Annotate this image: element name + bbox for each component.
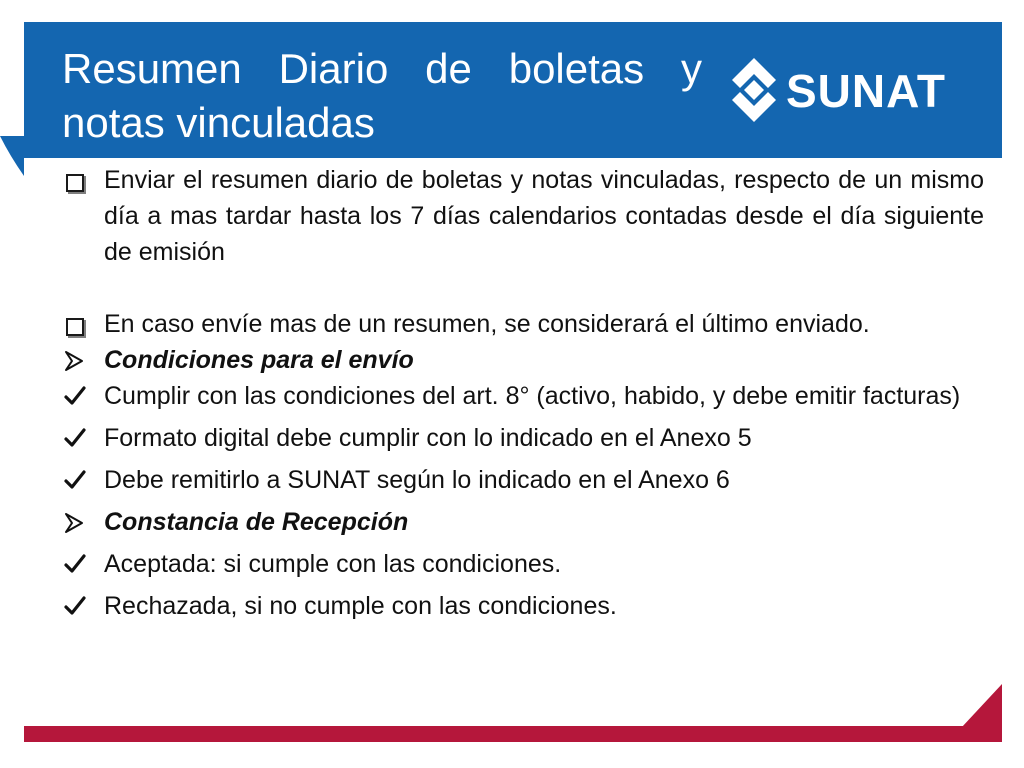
check-icon xyxy=(60,420,104,456)
list-item-text: Rechazada, si no cumple con las condiciones. xyxy=(104,592,617,620)
list-item-text: Enviar el resumen diario de boletas y notas vinculadas, respecto de un mismo día a mas tardar hasta los 7 días calendarios contadas desde el día siguiente de emisión xyxy=(104,166,984,266)
sunat-logo xyxy=(724,50,974,130)
list-item-text: Formato digital debe cumplir con lo indicado en el Anexo 5 xyxy=(104,424,752,452)
list-item xyxy=(60,420,984,456)
check-icon xyxy=(60,462,104,498)
section-heading: Condiciones para el envío xyxy=(104,346,414,374)
square-bullet-icon xyxy=(60,162,104,198)
logo-wordmark: SUNAT xyxy=(786,65,947,117)
section-heading-item xyxy=(60,342,984,378)
bullet-list xyxy=(60,162,984,624)
check-icon xyxy=(60,546,104,582)
arrow-bullet-icon xyxy=(60,342,104,378)
sunat-emblem-icon xyxy=(724,50,784,130)
slide-title: Resumen Diario de boletas y notas vinculadas xyxy=(62,45,702,146)
section-heading: Constancia de Recepción xyxy=(104,508,409,536)
list-item-text: Aceptada: si cumple con las condiciones. xyxy=(104,550,562,578)
header-corner-decoration xyxy=(0,136,24,176)
list-item xyxy=(60,306,984,342)
footer-bar xyxy=(24,726,1002,742)
title-header xyxy=(24,22,1002,158)
list-item-text: Debe remitirlo a SUNAT según lo indicado en el Anexo 6 xyxy=(104,466,730,494)
list-item xyxy=(60,588,984,624)
list-item xyxy=(60,462,984,498)
check-icon xyxy=(60,588,104,624)
list-item xyxy=(60,546,984,582)
section-heading-item xyxy=(60,504,984,540)
list-item xyxy=(60,378,984,414)
square-bullet-icon xyxy=(60,306,104,342)
list-item-text: Cumplir con las condiciones del art. 8° (activo, habido, y debe emitir facturas) xyxy=(104,382,961,410)
arrow-bullet-icon xyxy=(60,504,104,540)
check-icon xyxy=(60,378,104,414)
list-item-text: En caso envíe mas de un resumen, se considerará el último enviado. xyxy=(104,310,870,338)
list-item xyxy=(60,162,984,270)
